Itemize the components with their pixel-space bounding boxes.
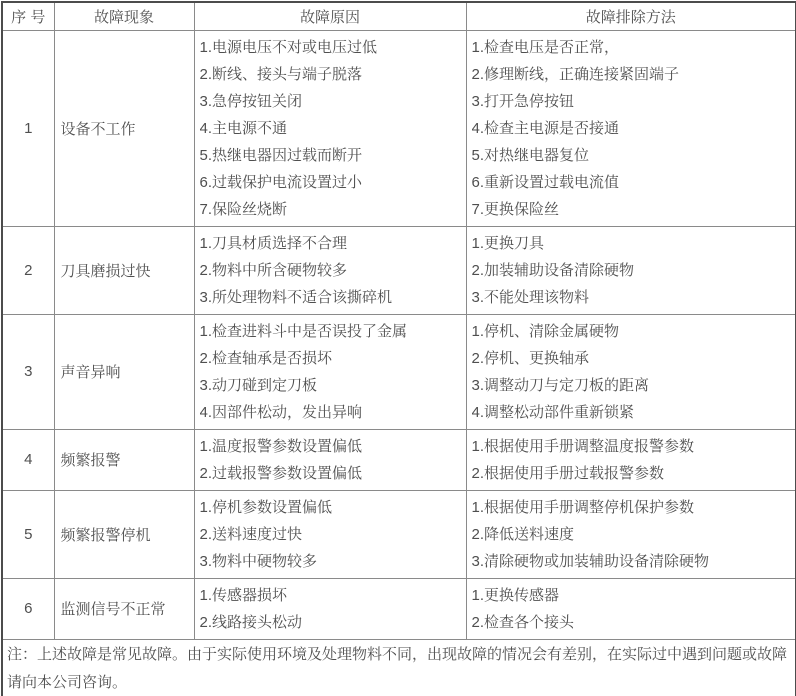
cause-line: 4.因部件松动，发出异响 bbox=[199, 403, 363, 421]
row-serial-number: 3 bbox=[2, 314, 54, 429]
remedy-line: 1.更换传感器 bbox=[471, 586, 560, 604]
row-serial-number: 4 bbox=[2, 429, 54, 490]
cause-line: 3.物料中硬物较多 bbox=[199, 552, 318, 570]
cause-line: 2.过载报警参数设置偏低 bbox=[199, 464, 363, 482]
cause-line: 4.主电源不通 bbox=[199, 119, 288, 137]
note-row bbox=[2, 639, 796, 696]
remedy-line: 2.根据使用手册过载报警参数 bbox=[471, 464, 665, 482]
remedy-line: 2.修理断线，正确连接紧固端子 bbox=[471, 65, 680, 83]
remedy-line: 3.不能处理该物料 bbox=[471, 288, 590, 306]
remedy-line: 1.检查电压是否正常， bbox=[471, 38, 620, 56]
header-serial-number: 序 号 bbox=[2, 2, 54, 30]
row-serial-number: 5 bbox=[2, 490, 54, 578]
fault-phenomenon-cell: 设备不工作 bbox=[54, 30, 194, 226]
remedy-line: 3.调整动刀与定刀板的距离 bbox=[471, 376, 650, 394]
cause-line: 2.断线、接头与端子脱落 bbox=[199, 65, 363, 83]
cause-line: 2.送料速度过快 bbox=[199, 525, 303, 543]
cause-line: 1.刀具材质选择不合理 bbox=[199, 234, 348, 252]
table-row bbox=[2, 490, 796, 578]
cause-line: 1.电源电压不对或电压过低 bbox=[199, 38, 378, 56]
row-serial-number: 6 bbox=[2, 578, 54, 639]
remedy-line: 4.检查主电源是否接通 bbox=[471, 119, 620, 137]
remedy-line: 2.降低送料速度 bbox=[471, 525, 575, 543]
fault-causes-cell bbox=[194, 226, 466, 314]
table-row bbox=[2, 314, 796, 429]
fault-remedies-cell bbox=[466, 490, 796, 578]
fault-remedies-cell bbox=[466, 314, 796, 429]
header-fault-cause: 故障原因 bbox=[194, 2, 466, 30]
fault-phenomenon-cell: 声音异响 bbox=[54, 314, 194, 429]
remedy-line: 1.根据使用手册调整温度报警参数 bbox=[471, 437, 695, 455]
cause-line: 2.检查轴承是否损坏 bbox=[199, 349, 333, 367]
remedy-line: 2.停机、更换轴承 bbox=[471, 349, 590, 367]
table-header bbox=[2, 2, 796, 30]
fault-phenomenon-cell: 监测信号不正常 bbox=[54, 578, 194, 639]
table-row bbox=[2, 578, 796, 639]
table-row bbox=[2, 429, 796, 490]
row-serial-number: 2 bbox=[2, 226, 54, 314]
remedy-line: 3.清除硬物或加装辅助设备清除硬物 bbox=[471, 552, 710, 570]
cause-line: 6.过载保护电流设置过小 bbox=[199, 173, 363, 191]
remedy-line: 1.停机、清除金属硬物 bbox=[471, 322, 620, 340]
remedy-line: 2.加装辅助设备清除硬物 bbox=[471, 261, 635, 279]
cause-line: 1.传感器损坏 bbox=[199, 586, 288, 604]
cause-line: 3.急停按钮关闭 bbox=[199, 92, 303, 110]
header-row bbox=[2, 2, 796, 30]
fault-causes-cell bbox=[194, 314, 466, 429]
fault-remedies-cell bbox=[466, 30, 796, 226]
fault-causes-cell bbox=[194, 578, 466, 639]
fault-phenomenon-cell: 刀具磨损过快 bbox=[54, 226, 194, 314]
header-fault-remedy: 故障排除方法 bbox=[466, 2, 796, 30]
cause-line: 3.动刀碰到定刀板 bbox=[199, 376, 318, 394]
table-row bbox=[2, 30, 796, 226]
fault-troubleshooting-table bbox=[1, 1, 796, 696]
cause-line: 7.保险丝烧断 bbox=[199, 200, 288, 218]
row-serial-number: 1 bbox=[2, 30, 54, 226]
fault-phenomenon-cell: 频繁报警 bbox=[54, 429, 194, 490]
fault-remedies-cell bbox=[466, 429, 796, 490]
remedy-line: 1.根据使用手册调整停机保护参数 bbox=[471, 498, 695, 516]
remedy-line: 1.更换刀具 bbox=[471, 234, 545, 252]
table-footer bbox=[2, 639, 796, 696]
header-fault-phenomenon: 故障现象 bbox=[54, 2, 194, 30]
cause-line: 1.温度报警参数设置偏低 bbox=[199, 437, 363, 455]
fault-causes-cell bbox=[194, 490, 466, 578]
fault-remedies-cell bbox=[466, 578, 796, 639]
remedy-line: 6.重新设置过载电流值 bbox=[471, 173, 620, 191]
remedy-line: 4.调整松动部件重新锁紧 bbox=[471, 403, 635, 421]
cause-line: 2.物料中所含硬物较多 bbox=[199, 261, 348, 279]
remedy-line: 2.检查各个接头 bbox=[471, 613, 575, 631]
cause-line: 5.热继电器因过载而断开 bbox=[199, 146, 363, 164]
cause-line: 1.停机参数设置偏低 bbox=[199, 498, 333, 516]
remedy-line: 7.更换保险丝 bbox=[471, 200, 560, 218]
cause-line: 3.所处理物料不适合该撕碎机 bbox=[199, 288, 393, 306]
cause-line: 2.线路接头松动 bbox=[199, 613, 303, 631]
fault-phenomenon-cell: 频繁报警停机 bbox=[54, 490, 194, 578]
note-text: 注：上述故障是常见故障。由于实际使用环境及处理物料不同，出现故障的情况会有差别，在实际过中遇到问题或故障请向本公司咨询。 bbox=[2, 639, 796, 696]
fault-remedies-cell bbox=[466, 226, 796, 314]
remedy-line: 3.打开急停按钮 bbox=[471, 92, 575, 110]
remedy-line: 5.对热继电器复位 bbox=[471, 146, 590, 164]
fault-causes-cell bbox=[194, 429, 466, 490]
cause-line: 1.检查进料斗中是否误投了金属 bbox=[199, 322, 408, 340]
fault-causes-cell bbox=[194, 30, 466, 226]
table-row bbox=[2, 226, 796, 314]
table-body bbox=[2, 30, 796, 639]
